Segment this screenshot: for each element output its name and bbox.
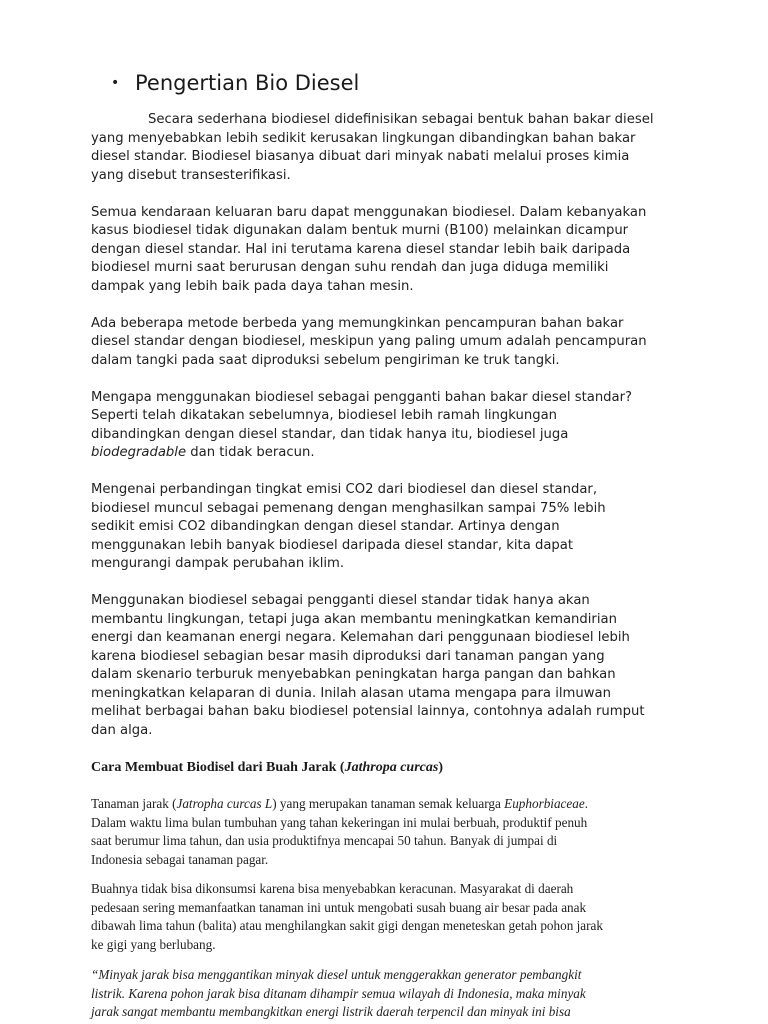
serif-paragraph-jarak: [91, 795, 691, 869]
text-line: menggunakan lebih banyak biodiesel daripada diesel standar, kita dapat: [91, 537, 574, 553]
paragraph-vehicles: [91, 204, 691, 297]
text-line: dibandingkan dengan diesel standar, dan tidak hanya itu, biodiesel juga: [91, 426, 569, 442]
text-line: dibawah lima tahun (balita) atau menghilangkan sakit gigi dengan meneteskan getah pohon jarak: [91, 918, 603, 933]
text-line: “Minyak jarak bisa menggantikan minyak diesel untuk menggerakkan generator pembangkit: [91, 967, 582, 982]
serif-paragraph-fruit: [91, 880, 691, 954]
text-line: Mengenai perbandingan tingkat emisi CO2 dari biodiesel dan diesel standar,: [91, 482, 598, 497]
text-line: Semua kendaraan keluaran baru dapat menggunakan biodiesel. Dalam kebanyakan: [91, 204, 647, 220]
text-fragment: ) yang merupakan tanaman semak keluarga: [272, 796, 505, 811]
text-line: melihat berbagai bahan baku biodiesel potensial lainnya, contohnya adalah rumput: [91, 704, 645, 719]
text-line: jarak sangat membantu membangkitkan energi listrik daerah terpencil dan minyak ini bisa: [91, 1004, 571, 1019]
text-line: sedikit emisi CO2 dibandingkan dengan diesel standar. Artinya dengan: [91, 519, 560, 534]
section-heading: [111, 68, 359, 98]
text-line: Ada beberapa metode berbeda yang memungkinkan pencampuran bahan bakar: [91, 315, 624, 331]
text-line: dalam tangki pada saat diproduksi sebelum pengiriman ke truk tangki.: [91, 352, 560, 368]
text-line: meningkatkan kelaparan di dunia. Inilah alasan utama mengapa para ilmuwan: [91, 685, 611, 701]
text-line: membantu lingkungan, tetapi juga akan membantu meningkatkan kemandirian: [91, 611, 617, 627]
text-line: dalam skenario terburuk menyebabkan peningkatan harga pangan dan bahkan: [91, 667, 616, 682]
text-line: mengurangi dampak perubahan iklim.: [91, 556, 345, 571]
text-fragment: .: [584, 796, 589, 811]
text-line: energi dan keamanan energi negara. Kelemahan dari penggunaan biodiesel lebih: [91, 630, 630, 645]
title-text: ): [438, 760, 443, 775]
paragraph-definition: [91, 111, 691, 185]
text-line: yang disebut transesterifikasi.: [91, 167, 291, 183]
section-title: [91, 759, 443, 777]
text-line: dampak yang lebih baik pada daya tahan mesin.: [91, 278, 414, 294]
text-line: karena biodiesel sebagian besar masih diproduksi dari tanaman pangan yang: [91, 648, 605, 664]
title-italic-term: Jathropa curcas: [344, 760, 439, 775]
text-line: Secara sederhana biodiesel didefinisikan sebagai bentuk bahan bakar diesel: [148, 112, 654, 127]
title-text: Cara Membuat Biodisel dari Buah Jarak (: [91, 760, 345, 775]
text-line: yang menyebabkan lebih sedikit kerusakan lingkungan dibandingkan bahan bakar: [91, 130, 636, 146]
text-line: pedesaan sering memanfaatkan tanaman ini untuk mengobati susah buang air besar pada anak: [91, 899, 587, 915]
text-line: Seperti telah dikatakan sebelumnya, biodiesel lebih ramah lingkungan: [91, 408, 558, 423]
text-line: Mengapa menggunakan biodiesel sebagai pengganti bahan bakar diesel standar?: [91, 389, 633, 405]
text-line: Buahnya tidak bisa dikonsumsi karena bisa menyebabkan keracunan. Masyarakat di daerah: [91, 881, 574, 896]
text-line: saat berumur lima tahun, dan usia produktifnya mencapai 50 tahun. Banyak di jumpai di: [91, 833, 558, 848]
text-line: kasus biodiesel tidak digunakan dalam bentuk murni (B100) melainkan dicampur: [91, 223, 629, 238]
text-fragment: dan tidak beracun.: [186, 445, 315, 460]
text-line: biodiesel murni saat berurusan dengan suhu rendah dan juga diduga memiliki: [91, 260, 609, 275]
text-line: listrik. Karena pohon jarak bisa ditanam dihampir semua wilayah di Indonesia, maka minyak: [91, 985, 586, 1001]
body-text-sans: [91, 111, 691, 759]
serif-paragraph-quote: [91, 966, 691, 1022]
text-line: diesel standar. Biodiesel biasanya dibuat dari minyak nabati melalui proses kimia: [91, 149, 630, 164]
text-line: Dalam waktu lima bulan tumbuhan yang tahan kekeringan ini mulai berbuah, produktif penuh: [91, 814, 588, 830]
text-line: Indonesia sebagai tanaman pagar.: [91, 851, 269, 867]
text-fragment: Tanaman jarak (: [91, 796, 177, 811]
text-line: diesel standar dengan biodiesel, meskipun yang paling umum adalah pencampuran: [91, 334, 647, 349]
text-line: ke gigi yang berlubang.: [91, 936, 216, 952]
text-line: Menggunakan biodiesel sebagai pengganti diesel standar tidak hanya akan: [91, 593, 590, 608]
text-line: dan alga.: [91, 722, 153, 738]
heading-title: Pengertian Bio Diesel: [135, 71, 360, 95]
bullet-icon: •: [111, 75, 120, 91]
italic-term: Jatropha curcas L: [176, 796, 273, 811]
text-line: dengan diesel standar. Hal ini terutama karena diesel standar lebih baik daripada: [91, 241, 631, 257]
text-line: [91, 444, 691, 463]
paragraph-methods: [91, 315, 691, 371]
paragraph-why: [91, 389, 691, 463]
text-line: biodiesel muncul sebagai pemenang dengan menghasilkan sampai 75% lebih: [91, 500, 606, 516]
italic-term: biodegradable: [91, 445, 187, 460]
paragraph-benefits: [91, 592, 691, 740]
paragraph-emissions: [91, 481, 691, 574]
text-line: [91, 795, 691, 814]
italic-term: Euphorbiaceae: [504, 796, 585, 811]
